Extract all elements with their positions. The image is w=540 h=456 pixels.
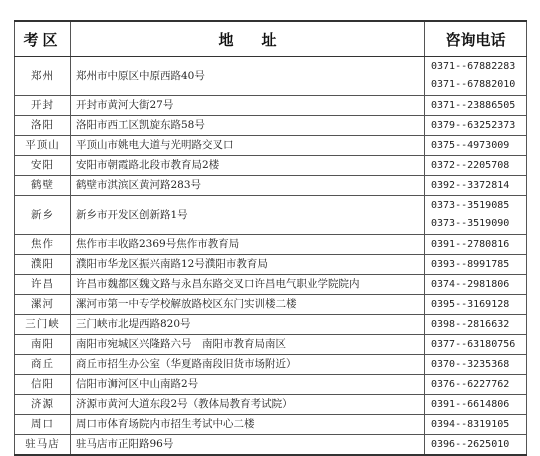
header-address: 地址 xyxy=(71,21,425,57)
phone-number: 0371--67882010 xyxy=(431,79,516,90)
address-cell: 三门峡市北堤西路820号 xyxy=(71,315,425,335)
phone-number: 0394--8319105 xyxy=(431,418,510,430)
phone-cell xyxy=(425,295,527,315)
phone-number: 0373--3519090 xyxy=(431,218,510,229)
table-header-row xyxy=(15,21,527,57)
area-cell: 南阳 xyxy=(15,335,71,355)
phone-number: 0393--8991785 xyxy=(431,258,510,270)
table-row xyxy=(15,255,527,275)
area-cell: 新乡 xyxy=(15,196,71,235)
table-body xyxy=(15,57,527,456)
phone-cell xyxy=(425,275,527,295)
area-cell: 洛阳 xyxy=(15,116,71,136)
phone-cell xyxy=(425,235,527,255)
exam-area-contact-table xyxy=(14,20,527,456)
table-row xyxy=(15,315,527,335)
phone-number: 0395--3169128 xyxy=(431,298,510,310)
phone-number: 0379--63252373 xyxy=(431,119,516,131)
phone-cell xyxy=(425,335,527,355)
address-cell: 开封市黄河大街27号 xyxy=(71,96,425,116)
table-row xyxy=(15,235,527,255)
area-cell: 信阳 xyxy=(15,375,71,395)
area-cell: 安阳 xyxy=(15,156,71,176)
area-cell: 漯河 xyxy=(15,295,71,315)
phone-cell xyxy=(425,57,527,96)
phone-number: 0372--2205708 xyxy=(431,159,510,171)
table-row xyxy=(15,156,527,176)
address-cell: 洛阳市西工区凯旋东路58号 xyxy=(71,116,425,136)
phone-cell xyxy=(425,136,527,156)
phone-cell xyxy=(425,395,527,415)
address-cell: 新乡市开发区创新路1号 xyxy=(71,196,425,235)
area-cell: 周口 xyxy=(15,415,71,435)
phone-number: 0391--6614806 xyxy=(431,398,510,410)
table-row xyxy=(15,335,527,355)
address-cell: 商丘市招生办公室（华夏路南段旧货市场附近） xyxy=(71,355,425,375)
address-cell: 周口市体育场院内市招生考试中心二楼 xyxy=(71,415,425,435)
phone-number: 0376--6227762 xyxy=(431,378,510,390)
address-cell: 济源市黄河大道东段2号（教体局教育考试院） xyxy=(71,395,425,415)
table-row xyxy=(15,295,527,315)
area-cell: 开封 xyxy=(15,96,71,116)
address-cell: 漯河市第一中专学校解放路校区东门实训楼二楼 xyxy=(71,295,425,315)
phone-number: 0374--2981806 xyxy=(431,278,510,290)
table-row xyxy=(15,96,527,116)
area-cell: 焦作 xyxy=(15,235,71,255)
table-row xyxy=(15,136,527,156)
area-cell: 驻马店 xyxy=(15,435,71,456)
phone-number: 0371--23886505 xyxy=(431,99,516,111)
phone-cell xyxy=(425,415,527,435)
phone-number: 0398--2816632 xyxy=(431,318,510,330)
phone-number: 0391--2780816 xyxy=(431,238,510,250)
table-row xyxy=(15,275,527,295)
phone-cell xyxy=(425,176,527,196)
phone-cell xyxy=(425,156,527,176)
table-row xyxy=(15,57,527,96)
phone-cell xyxy=(425,315,527,335)
area-cell: 许昌 xyxy=(15,275,71,295)
table-row xyxy=(15,415,527,435)
area-cell: 郑州 xyxy=(15,57,71,96)
phone-cell xyxy=(425,355,527,375)
table-row xyxy=(15,355,527,375)
table-row xyxy=(15,176,527,196)
phone-cell xyxy=(425,255,527,275)
phone-number: 0370--3235368 xyxy=(431,358,510,370)
phone-number: 0392--3372814 xyxy=(431,179,510,191)
header-phone: 咨询电话 xyxy=(425,21,527,57)
address-cell: 焦作市丰收路2369号焦作市教育局 xyxy=(71,235,425,255)
address-cell: 信阳市浉河区中山南路2号 xyxy=(71,375,425,395)
address-cell: 安阳市朝霞路北段市教育局2楼 xyxy=(71,156,425,176)
phone-number: 0377--63180756 xyxy=(431,338,516,350)
address-cell: 郑州市中原区中原西路40号 xyxy=(71,57,425,96)
phone-cell xyxy=(425,116,527,136)
area-cell: 濮阳 xyxy=(15,255,71,275)
phone-number: 0375--4973009 xyxy=(431,139,510,151)
table-row xyxy=(15,375,527,395)
address-cell: 许昌市魏都区魏文路与永昌东路交叉口许昌电气职业学院院内 xyxy=(71,275,425,295)
table-row xyxy=(15,395,527,415)
address-cell: 驻马店市正阳路96号 xyxy=(71,435,425,456)
address-cell: 平顶山市姚电大道与光明路交叉口 xyxy=(71,136,425,156)
address-cell: 濮阳市华龙区振兴南路12号濮阳市教育局 xyxy=(71,255,425,275)
table-row xyxy=(15,196,527,235)
address-cell: 南阳市宛城区兴隆路六号 南阳市教育局南区 xyxy=(71,335,425,355)
area-cell: 商丘 xyxy=(15,355,71,375)
header-area: 考区 xyxy=(15,21,71,57)
area-cell: 济源 xyxy=(15,395,71,415)
phone-number: 0396--2625010 xyxy=(431,438,510,450)
phone-cell xyxy=(425,96,527,116)
address-cell: 鹤壁市淇滨区黄河路283号 xyxy=(71,176,425,196)
area-cell: 鹤壁 xyxy=(15,176,71,196)
phone-number: 0373--3519085 xyxy=(431,200,510,211)
phone-number: 0371--67882283 xyxy=(431,61,516,72)
phone-cell xyxy=(425,375,527,395)
area-cell: 三门峡 xyxy=(15,315,71,335)
table-row xyxy=(15,116,527,136)
area-cell: 平顶山 xyxy=(15,136,71,156)
phone-cell xyxy=(425,196,527,235)
